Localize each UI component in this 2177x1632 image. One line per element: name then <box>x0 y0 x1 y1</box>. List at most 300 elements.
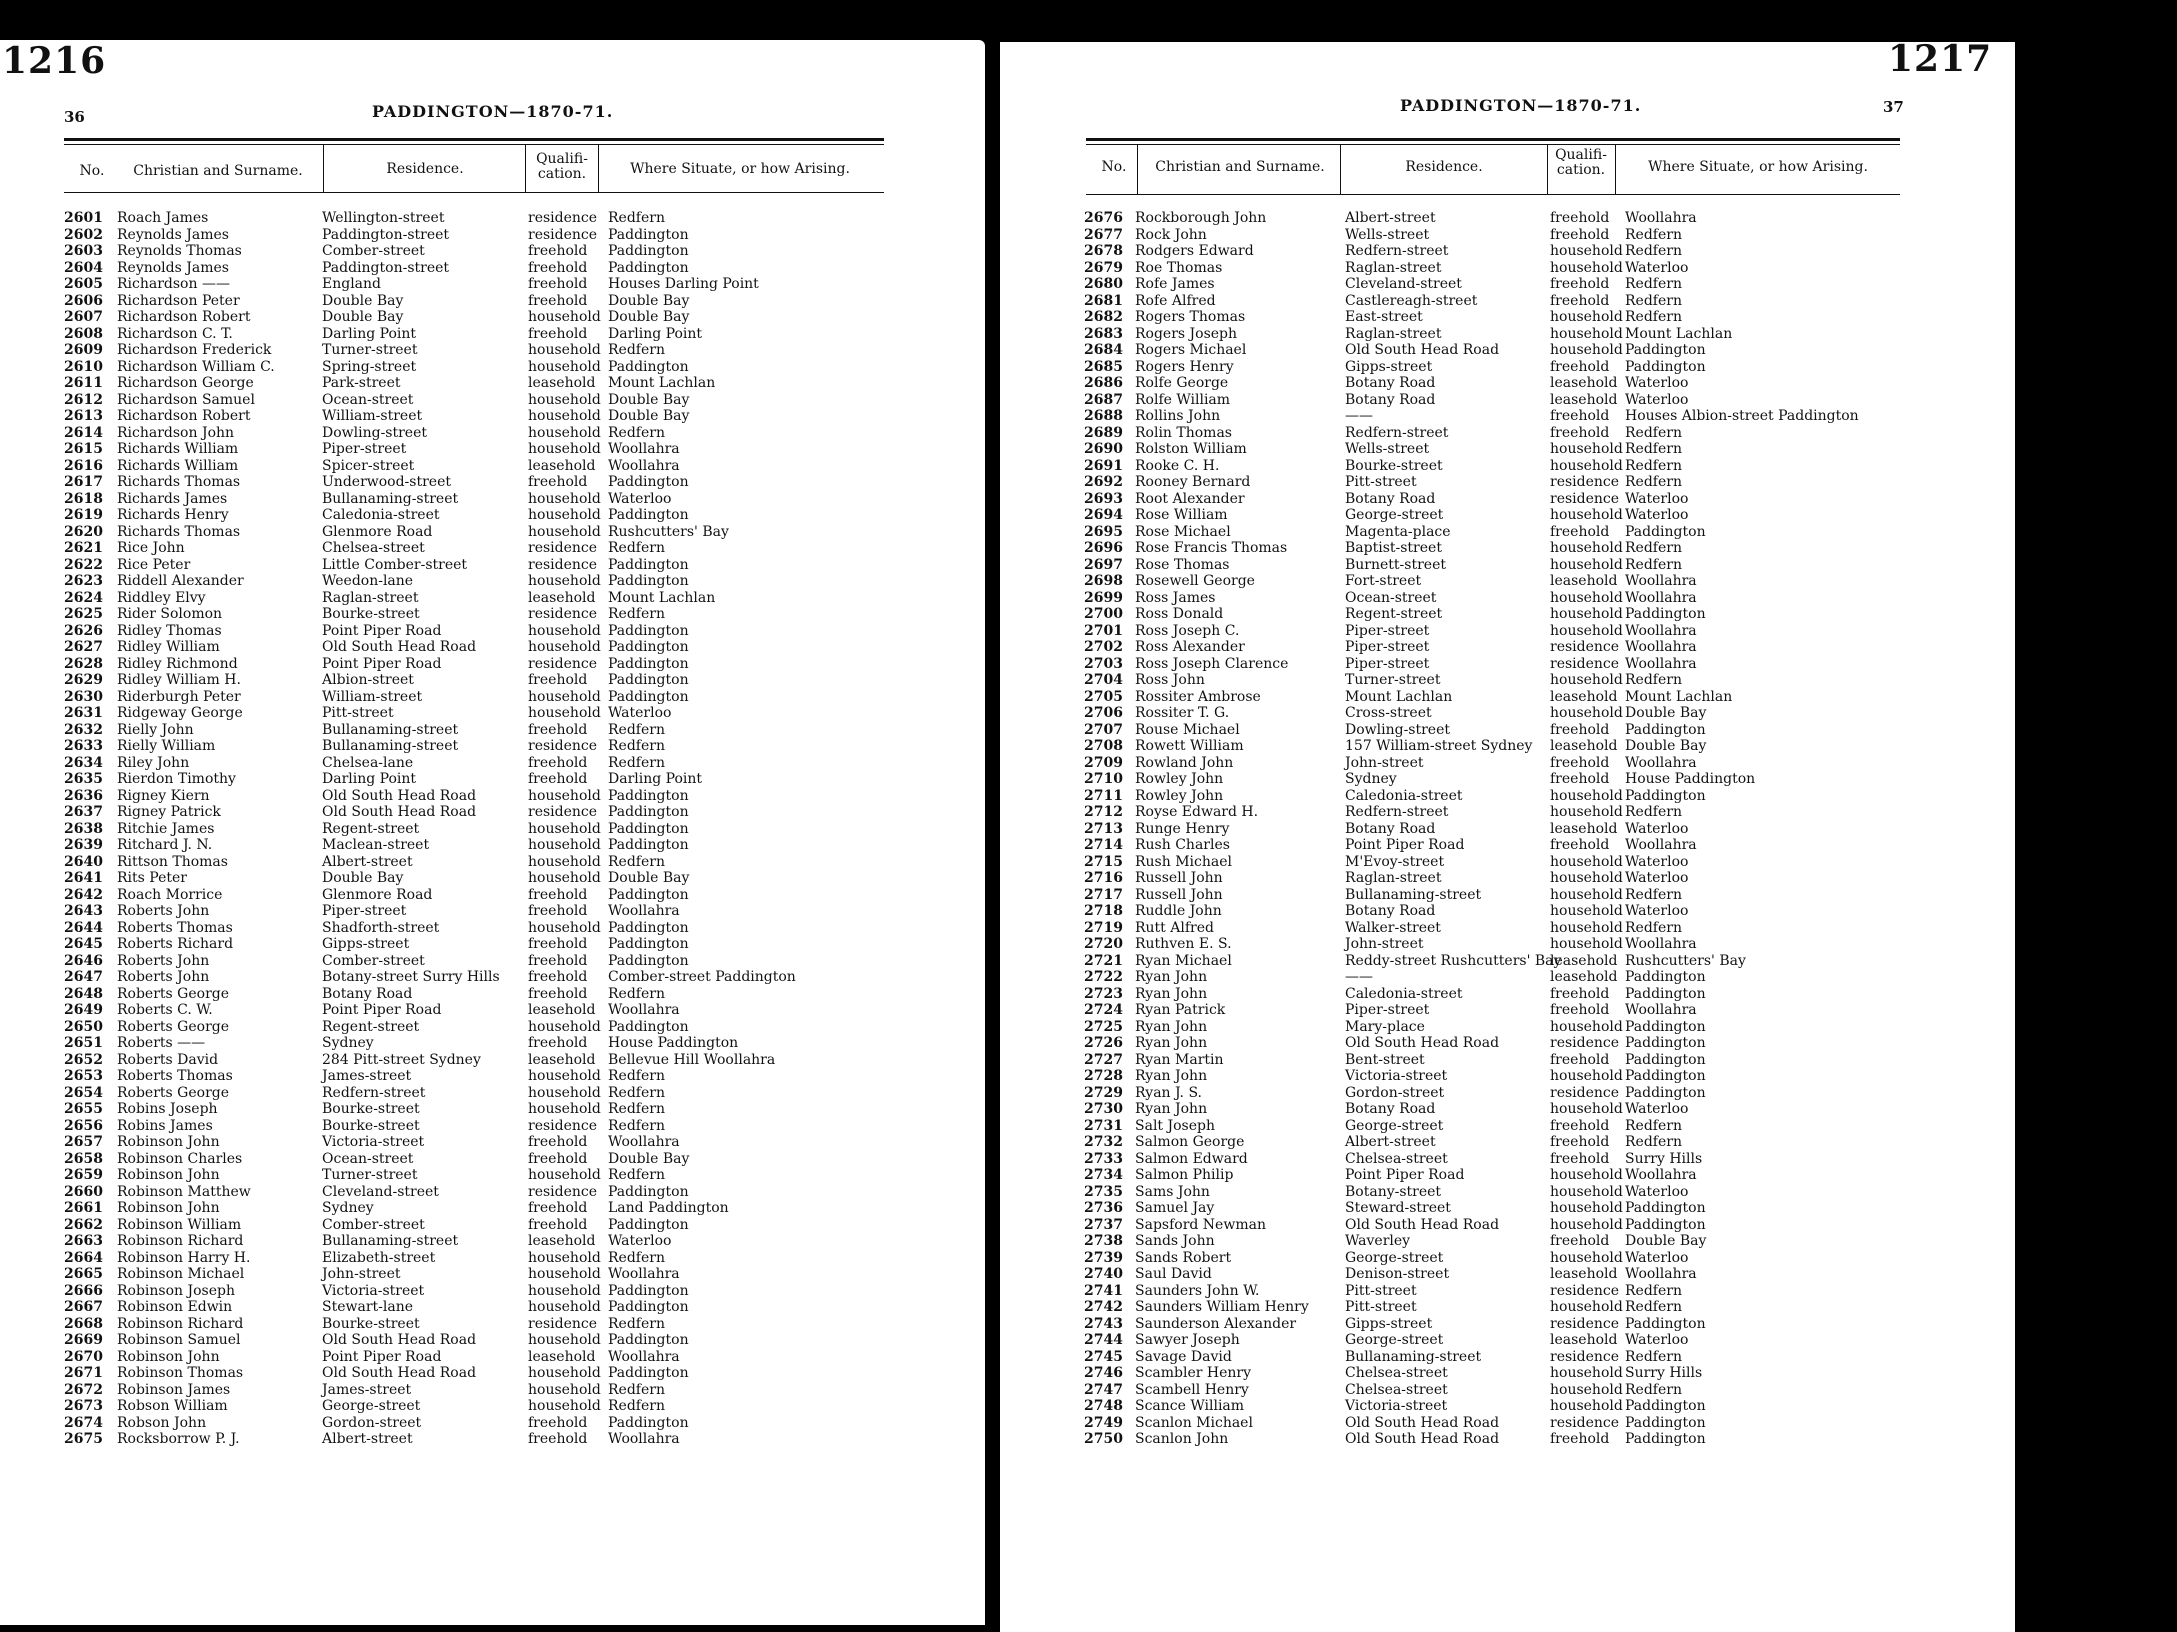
table-row <box>0 1101 980 1118</box>
elector-name: Russell John <box>1135 870 1223 886</box>
entry-number: 2703 <box>1084 655 1123 672</box>
where-situate: Woollahra <box>1625 655 1697 672</box>
residence: Victoria-street <box>1345 1068 1448 1084</box>
entry-number: 2724 <box>1084 1002 1123 1018</box>
where-situate: Redfern <box>1625 424 1682 441</box>
where-situate: Paddington <box>608 358 689 375</box>
column-separator <box>1547 145 1548 194</box>
where-situate: Paddington <box>1625 985 1706 1002</box>
residence: Sydney <box>322 1035 374 1051</box>
table-row <box>0 1068 980 1085</box>
residence: Regent-street <box>1345 606 1443 622</box>
qualification: household <box>528 1101 601 1117</box>
table-row <box>1000 1266 2010 1283</box>
table-row <box>0 1283 980 1300</box>
table-row <box>0 1415 980 1432</box>
where-situate: Paddington <box>1625 1200 1706 1216</box>
column-separator <box>598 145 599 192</box>
table-row <box>1000 590 2010 607</box>
where-situate: Redfern <box>608 985 665 1002</box>
table-row <box>1000 1332 2010 1349</box>
residence: Raglan-street <box>1345 259 1442 276</box>
header-top-rule <box>64 138 884 141</box>
residence: Baptist-street <box>1345 540 1442 556</box>
qualification: residence <box>528 606 598 622</box>
entry-number: 2625 <box>64 606 103 622</box>
elector-name: Riddley Elvy <box>117 589 206 606</box>
entry-number: 2690 <box>1084 441 1123 457</box>
table-row <box>1000 1316 2010 1333</box>
entry-number: 2712 <box>1084 804 1123 820</box>
qualification: household <box>528 1084 601 1101</box>
where-situate: Redfern <box>608 738 665 754</box>
qualification: leasehold <box>1550 391 1618 408</box>
residence: Elizabeth-street <box>322 1249 436 1266</box>
residence: Fort-street <box>1345 573 1422 589</box>
residence: Chelsea-street <box>1345 1381 1448 1398</box>
entry-number: 2693 <box>1084 490 1123 507</box>
entry-number: 2729 <box>1084 1084 1123 1101</box>
entry-number: 2720 <box>1084 936 1123 952</box>
elector-name: Roach James <box>117 210 209 226</box>
residence: Double Bay <box>322 309 404 325</box>
table-row <box>0 672 980 689</box>
qualification: leasehold <box>528 1348 596 1365</box>
elector-name: Ritchie James <box>117 820 215 837</box>
qualification: household <box>1550 309 1623 325</box>
elector-name: Richardson —— <box>117 276 230 292</box>
where-situate: Paddington <box>608 1282 689 1299</box>
residence: William-street <box>322 408 423 424</box>
entry-number: 2713 <box>1084 820 1123 837</box>
elector-name: Salmon George <box>1135 1134 1245 1150</box>
qualification: freehold <box>528 259 588 276</box>
table-row <box>1000 821 2010 838</box>
where-situate: Redfern <box>1625 672 1682 688</box>
residence: Albert-street <box>1345 210 1436 226</box>
entry-number: 2683 <box>1084 325 1123 342</box>
elector-name: Ryan Martin <box>1135 1051 1224 1068</box>
elector-name: Rosewell George <box>1135 573 1255 589</box>
qualification: residence <box>528 1117 598 1134</box>
residence: Albion-street <box>322 672 414 688</box>
entry-number: 2718 <box>1084 903 1123 919</box>
table-row <box>0 1349 980 1366</box>
entry-number: 2627 <box>64 639 103 655</box>
qualification: freehold <box>528 1414 588 1431</box>
qualification: freehold <box>528 672 588 688</box>
residence: —— <box>1345 969 1373 985</box>
table-row <box>1000 227 2010 244</box>
entry-number: 2657 <box>64 1134 103 1150</box>
entry-number: 2717 <box>1084 886 1123 903</box>
entry-number: 2739 <box>1084 1249 1123 1266</box>
table-row <box>1000 738 2010 755</box>
elector-name: Robins James <box>117 1117 213 1134</box>
where-situate: Double Bay <box>608 292 690 309</box>
residence: George-street <box>1345 507 1444 523</box>
entry-number: 2691 <box>1084 457 1123 474</box>
entry-number: 2735 <box>1084 1183 1123 1200</box>
table-row <box>0 573 980 590</box>
residence: M'Evoy-street <box>1345 853 1445 870</box>
elector-name: Rofe Alfred <box>1135 292 1216 309</box>
residence: Bullanaming-street <box>322 1233 459 1249</box>
qualification: residence <box>1550 639 1620 655</box>
where-situate: Woollahra <box>1625 589 1697 606</box>
folio-number: 1217 <box>1888 38 1993 80</box>
entry-number: 2734 <box>1084 1167 1123 1183</box>
where-situate: Double Bay <box>1625 738 1707 754</box>
residence: Victoria-street <box>322 1134 425 1150</box>
qualification: freehold <box>1550 358 1610 375</box>
residence: Paddington-street <box>322 226 450 243</box>
residence: Old South Head Road <box>1345 1414 1500 1431</box>
elector-name: Sawyer Joseph <box>1135 1332 1240 1348</box>
entry-number: 2748 <box>1084 1398 1123 1414</box>
residence: Albert-street <box>1345 1134 1436 1150</box>
table-row <box>0 689 980 706</box>
where-situate: House Paddington <box>1625 771 1756 787</box>
table-row <box>1000 1415 2010 1432</box>
table-row <box>1000 1068 2010 1085</box>
elector-name: Richardson C. T. <box>117 325 233 342</box>
qualification: household <box>528 622 601 639</box>
qualification: freehold <box>1550 1051 1610 1068</box>
residence: Waverley <box>1345 1233 1411 1249</box>
where-situate: Woollahra <box>1625 837 1697 853</box>
qualification: household <box>528 639 601 655</box>
entry-number: 2642 <box>64 886 103 903</box>
table-row <box>0 887 980 904</box>
header-no: No. <box>79 163 105 179</box>
entry-number: 2701 <box>1084 622 1123 639</box>
entry-number: 2725 <box>1084 1018 1123 1035</box>
table-row <box>1000 1200 2010 1217</box>
table-row <box>1000 392 2010 409</box>
where-situate: Waterloo <box>1625 391 1689 408</box>
where-situate: Waterloo <box>1625 375 1689 391</box>
where-situate: Paddington <box>608 655 689 672</box>
entry-number: 2714 <box>1084 837 1123 853</box>
qualification: household <box>528 490 601 507</box>
residence: George-street <box>1345 1117 1444 1134</box>
table-row <box>0 359 980 376</box>
where-situate: Redfern <box>1625 1381 1682 1398</box>
left-page <box>0 40 985 1625</box>
qualification: household <box>1550 919 1623 936</box>
entry-number: 2604 <box>64 259 103 276</box>
elector-name: Savage David <box>1135 1348 1232 1365</box>
qualification: household <box>528 705 601 721</box>
qualification: freehold <box>1550 523 1610 540</box>
where-situate: Woollahra <box>1625 1002 1697 1018</box>
entry-number: 2621 <box>64 540 103 556</box>
table-row <box>1000 474 2010 491</box>
residence: Turner-street <box>322 342 418 358</box>
qualification: household <box>1550 787 1623 804</box>
table-row <box>0 293 980 310</box>
residence: Raglan-street <box>322 589 419 606</box>
residence: Paddington-street <box>322 259 450 276</box>
where-situate: Paddington <box>608 1365 689 1381</box>
table-row <box>0 408 980 425</box>
qualification: household <box>1550 441 1623 457</box>
residence: Redfern-street <box>1345 243 1449 259</box>
elector-name: Roberts John <box>117 969 210 985</box>
elector-name: Robinson Joseph <box>117 1282 235 1299</box>
qualification: household <box>1550 870 1623 886</box>
table-row <box>1000 425 2010 442</box>
elector-name: Ross Joseph Clarence <box>1135 655 1289 672</box>
qualification: leasehold <box>1550 969 1618 985</box>
table-row <box>1000 1167 2010 1184</box>
residence: Wells-street <box>1345 226 1430 243</box>
residence: Botany Road <box>1345 820 1436 837</box>
table-row <box>0 870 980 887</box>
qualification: freehold <box>1550 1117 1610 1134</box>
where-situate: Mount Lachlan <box>608 589 716 606</box>
residence: George-street <box>1345 1249 1444 1266</box>
where-situate: Woollahra <box>608 1266 680 1282</box>
elector-name: Richards Henry <box>117 507 229 523</box>
where-situate: Woollahra <box>1625 936 1697 952</box>
residence: Bullanaming-street <box>1345 1348 1482 1365</box>
where-situate: Redfern <box>608 1315 665 1332</box>
residence: Albert-street <box>322 1431 413 1447</box>
table-row <box>1000 870 2010 887</box>
elector-name: Rock John <box>1135 226 1207 243</box>
table-row <box>1000 491 2010 508</box>
entry-number: 2649 <box>64 1002 103 1018</box>
where-situate: Paddington <box>608 787 689 804</box>
where-situate: Redfern <box>608 754 665 771</box>
elector-name: Robinson Richard <box>117 1233 244 1249</box>
elector-name: Salt Joseph <box>1135 1117 1215 1134</box>
elector-name: Riddell Alexander <box>117 573 244 589</box>
where-situate: Redfern <box>608 1117 665 1134</box>
where-situate: Woollahra <box>608 903 680 919</box>
qualification: household <box>528 1068 601 1084</box>
elector-name: Rigney Kiern <box>117 787 210 804</box>
residence: 284 Pitt-street Sydney <box>322 1051 481 1068</box>
qualification: leasehold <box>1550 952 1618 969</box>
table-row <box>0 1365 980 1382</box>
header-name: Christian and Surname. <box>133 163 303 179</box>
where-situate: Redfern <box>1625 1134 1682 1150</box>
residence: Weedon-lane <box>322 573 414 589</box>
qualification: freehold <box>1550 408 1610 424</box>
where-situate: Waterloo <box>1625 870 1689 886</box>
entry-number: 2676 <box>1084 210 1123 226</box>
qualification: household <box>1550 556 1623 573</box>
table-row <box>1000 1151 2010 1168</box>
table-row <box>0 590 980 607</box>
table-row <box>1000 1349 2010 1366</box>
where-situate: Rushcutters' Bay <box>608 523 729 540</box>
entry-number: 2652 <box>64 1051 103 1068</box>
qualification: household <box>1550 1101 1623 1117</box>
residence: Sydney <box>322 1200 374 1216</box>
entry-number: 2647 <box>64 969 103 985</box>
qualification: freehold <box>528 754 588 771</box>
qualification: household <box>1550 589 1623 606</box>
residence: Ocean-street <box>1345 589 1437 606</box>
entry-number: 2689 <box>1084 424 1123 441</box>
residence: Walker-street <box>1345 919 1441 936</box>
elector-name: Roberts George <box>117 985 230 1002</box>
qualification: freehold <box>528 1035 588 1051</box>
table-row <box>0 1167 980 1184</box>
where-situate: Redfern <box>608 540 665 556</box>
where-situate: Waterloo <box>1625 259 1689 276</box>
where-situate: Redfern <box>1625 474 1682 490</box>
entry-number: 2677 <box>1084 226 1123 243</box>
right-page <box>1000 38 2015 1632</box>
qualification: household <box>1550 1398 1623 1414</box>
table-row <box>0 309 980 326</box>
table-row <box>1000 1085 2010 1102</box>
table-row <box>1000 887 2010 904</box>
residence: Steward-street <box>1345 1200 1451 1216</box>
entry-number: 2730 <box>1084 1101 1123 1117</box>
table-row <box>1000 920 2010 937</box>
table-row <box>1000 1217 2010 1234</box>
where-situate: Redfern <box>1625 540 1682 556</box>
residence: Old South Head Road <box>322 804 477 820</box>
qualification: household <box>528 870 601 886</box>
qualification: freehold <box>528 936 588 952</box>
where-situate: Paddington <box>608 672 689 688</box>
residence: Point Piper Road <box>1345 837 1465 853</box>
qualification: residence <box>1550 1035 1620 1051</box>
table-row <box>1000 507 2010 524</box>
where-situate: Paddington <box>608 919 689 936</box>
table-row <box>0 276 980 293</box>
table-row <box>1000 1398 2010 1415</box>
elector-name: Scance William <box>1135 1398 1245 1414</box>
elector-name: Rooney Bernard <box>1135 474 1251 490</box>
table-row <box>0 1250 980 1267</box>
header-top-rule-thin <box>64 144 884 145</box>
header-qualification: Qualifi-cation. <box>536 151 588 182</box>
qualification: residence <box>1550 1282 1620 1299</box>
qualification: household <box>528 1332 601 1348</box>
elector-name: Saunderson Alexander <box>1135 1315 1297 1332</box>
residence: Old South Head Road <box>322 1332 477 1348</box>
where-situate: Paddington <box>608 820 689 837</box>
column-separator <box>525 145 526 192</box>
where-situate: Double Bay <box>608 408 690 424</box>
residence: Old South Head Road <box>1345 1035 1500 1051</box>
table-row <box>1000 1035 2010 1052</box>
elector-name: Saul David <box>1135 1266 1212 1282</box>
qualification: household <box>528 1266 601 1282</box>
residence: Bourke-street <box>322 606 420 622</box>
qualification: residence <box>528 1315 598 1332</box>
table-row <box>0 1151 980 1168</box>
residence: Piper-street <box>1345 639 1430 655</box>
residence: Botany-street Surry Hills <box>322 969 500 985</box>
table-row <box>1000 573 2010 590</box>
where-situate: Surry Hills <box>1625 1365 1703 1381</box>
table-row <box>0 1118 980 1135</box>
header-bottom-rule <box>64 192 884 193</box>
header-qualification: Qualifi-cation. <box>1555 147 1607 178</box>
elector-name: Samuel Jay <box>1135 1200 1215 1216</box>
where-situate: Paddington <box>608 622 689 639</box>
entry-number: 2635 <box>64 771 103 787</box>
elector-name: Runge Henry <box>1135 820 1230 837</box>
entry-number: 2637 <box>64 804 103 820</box>
entry-number: 2721 <box>1084 952 1123 969</box>
elector-name: Ryan John <box>1135 969 1208 985</box>
qualification: leasehold <box>528 1233 596 1249</box>
table-row <box>0 441 980 458</box>
residence: Point Piper Road <box>322 1002 442 1018</box>
where-situate: Paddington <box>1625 1084 1706 1101</box>
where-situate: Paddington <box>608 1414 689 1431</box>
entry-number: 2650 <box>64 1018 103 1035</box>
entry-number: 2665 <box>64 1266 103 1282</box>
entry-number: 2710 <box>1084 771 1123 787</box>
residence: Stewart-lane <box>322 1299 414 1315</box>
entry-number: 2615 <box>64 441 103 457</box>
elector-name: Rush Michael <box>1135 853 1232 870</box>
table-row <box>1000 557 2010 574</box>
table-row <box>1000 705 2010 722</box>
table-row <box>1000 441 2010 458</box>
entry-number: 2746 <box>1084 1365 1123 1381</box>
entry-number: 2669 <box>64 1332 103 1348</box>
elector-name: Rielly William <box>117 738 216 754</box>
residence: Double Bay <box>322 870 404 886</box>
header-residence: Residence. <box>1405 159 1483 175</box>
residence: Caledonia-street <box>1345 985 1463 1002</box>
where-situate: Paddington <box>608 556 689 573</box>
elector-name: Richardson Robert <box>117 309 251 325</box>
entry-number: 2742 <box>1084 1299 1123 1315</box>
elector-name: Robinson Samuel <box>117 1332 241 1348</box>
elector-name: Robson William <box>117 1398 228 1414</box>
elector-name: Ruthven E. S. <box>1135 936 1232 952</box>
elector-name: Rowett William <box>1135 738 1244 754</box>
entry-number: 2705 <box>1084 688 1123 705</box>
residence: Bullanaming-street <box>322 738 459 754</box>
where-situate: Paddington <box>1625 1216 1706 1233</box>
qualification: leasehold <box>1550 375 1618 391</box>
where-situate: Paddington <box>608 837 689 853</box>
residence: Chelsea-street <box>322 540 425 556</box>
elector-name: Riderburgh Peter <box>117 688 241 705</box>
residence: Albert-street <box>322 853 413 870</box>
table-row <box>1000 837 2010 854</box>
qualification: residence <box>528 226 598 243</box>
entry-number: 2645 <box>64 936 103 952</box>
qualification: household <box>1550 1365 1623 1381</box>
elector-name: Russell John <box>1135 886 1223 903</box>
entry-number: 2666 <box>64 1282 103 1299</box>
residence: James-street <box>322 1381 412 1398</box>
where-situate: Double Bay <box>608 391 690 408</box>
where-situate: Houses Darling Point <box>608 276 759 292</box>
table-row <box>0 1184 980 1201</box>
qualification: household <box>528 523 601 540</box>
entry-number: 2643 <box>64 903 103 919</box>
entry-number: 2736 <box>1084 1200 1123 1216</box>
where-situate: Paddington <box>1625 523 1706 540</box>
qualification: household <box>528 391 601 408</box>
